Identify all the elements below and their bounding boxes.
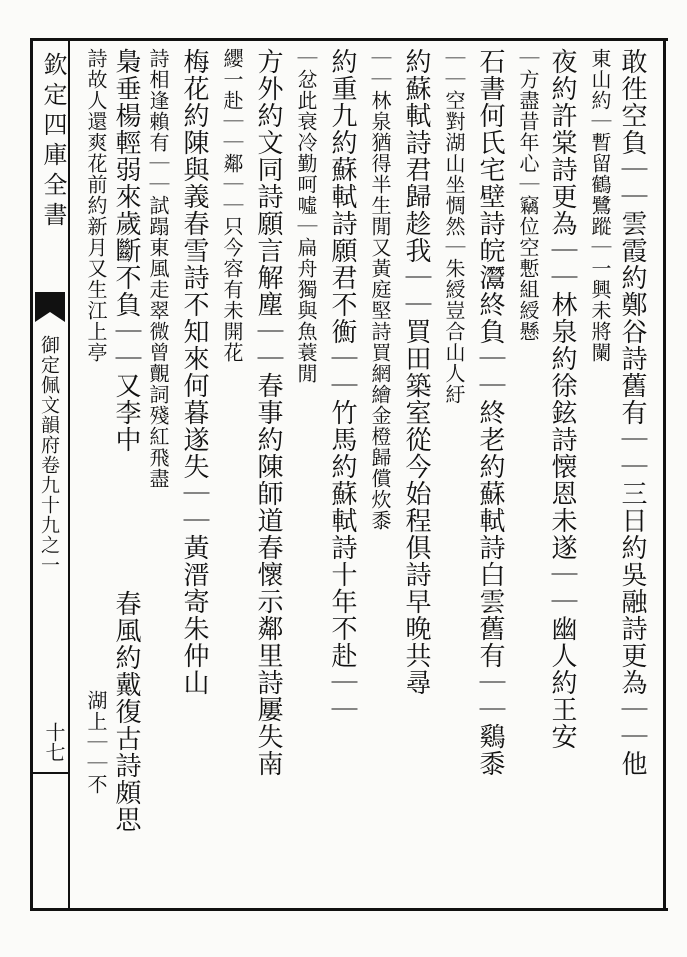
column-text: 纓一赴｜｜鄰｜｜只今容有未開花	[220, 48, 244, 363]
column-text: 詩相逢賴有｜｜試蹋東風走翠微曾覿詞殘紅飛盡	[146, 48, 170, 489]
column-text: 梅花約陳與義春雪詩不知來何暮遂失｜｜黃溍寄朱仲山	[179, 48, 209, 696]
text-column	[432, 48, 476, 906]
text-column	[210, 48, 254, 906]
text-column	[506, 48, 550, 906]
frame-bottom-border	[30, 908, 668, 911]
column-text: 詩故人還爽花前約新月又生江上亭	[84, 48, 108, 363]
text-column	[578, 48, 622, 906]
column-text: 約蘇軾詩君歸趁我｜｜買田築室從今始程俱詩早晚共尋	[401, 48, 431, 696]
column-text: 東山約｜暫留鶴鷺蹤｜一興未將闌	[588, 48, 612, 363]
folio-underline	[33, 772, 68, 774]
frame-top-border	[30, 38, 668, 41]
column-text: ｜｜空對湖山坐惆然｜朱綬豈合山人紆	[442, 48, 466, 405]
column-text: 約重九約蘇軾詩願君不𢖍｜｜竹馬約蘇軾詩十年不赴｜｜	[327, 48, 357, 723]
margin-folio-number: 十七	[42, 722, 66, 762]
column-text: ｜忿此衰冷勤呵噓｜扁舟獨與魚蓑閒	[294, 48, 318, 384]
column-text: 石書何氏宅壁詩皖灊終負｜｜終老約蘇軾詩白雲舊有｜｜鷄黍	[475, 48, 505, 777]
margin-subtitle-text: 御定佩文韻府	[38, 335, 60, 455]
fishtail-mark-icon	[35, 292, 65, 328]
column-text: 夜約許棠詩更為｜｜林泉約徐鉉詩懐恩未遂｜｜幽人約王安	[547, 48, 577, 750]
column-text: 梟垂楊輕弱來歲斷不負｜｜又李中	[111, 48, 141, 453]
text-column	[358, 48, 402, 906]
margin-volume-mark: 卷九十九之一	[38, 455, 60, 575]
margin-book-title: 欽定四庫全書	[39, 52, 67, 232]
column-text: 春風約戴復古詩頗思	[111, 590, 141, 833]
column-text: 方外約文同詩願言解塵｜｜春事約陳師道春懷示鄰里詩屢失南	[253, 48, 283, 777]
column-text: ｜方盡昔年心｜竊位空慙組綬懸	[516, 48, 540, 342]
frame-left-border	[30, 38, 33, 911]
text-column	[74, 690, 118, 890]
frame-right-border	[663, 38, 666, 911]
margin-subtitle	[36, 335, 63, 575]
column-text: 敢徃空負｜｜雲霞約鄭谷詩舊有｜｜三日約吳融詩更為｜｜他	[617, 48, 647, 777]
column-text: ｜｜林泉猶得半生閒又黃庭堅詩買網繪金橙歸償炊黍	[368, 48, 392, 531]
text-column	[284, 48, 328, 906]
column-text: 湖上｜｜不	[84, 690, 108, 795]
text-column	[74, 48, 118, 468]
